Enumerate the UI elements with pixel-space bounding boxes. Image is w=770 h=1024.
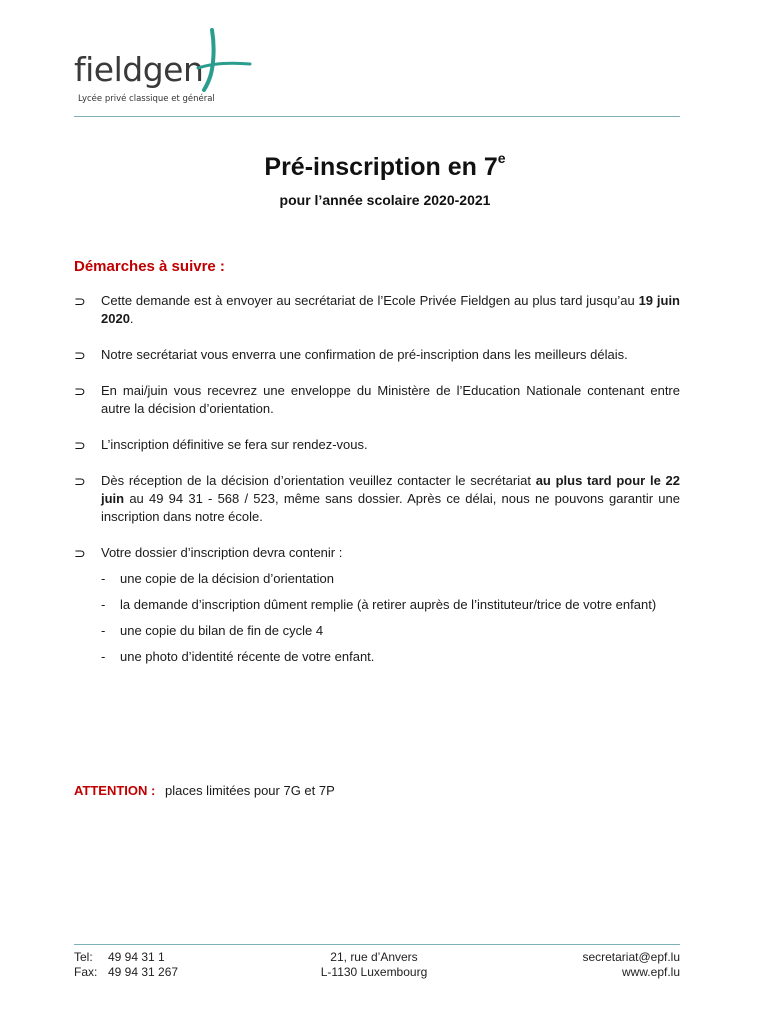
step-text [101,436,680,454]
dossier-list [101,570,680,666]
address-line-2: L-1130 Luxembourg [320,965,428,979]
title-superscript: e [497,150,506,166]
arrow-bullet-icon: ⊃ [74,293,86,309]
title-text: Pré-inscription en 7 [264,153,498,181]
dash-bullet-icon: - [101,597,106,612]
step-item [74,544,680,674]
steps-list [74,292,680,692]
page-title [0,150,770,182]
arrow-bullet-icon: ⊃ [74,437,86,453]
footer-contact [74,950,178,980]
arrow-bullet-icon: ⊃ [74,473,86,489]
step-text [101,544,680,674]
footer-address [274,950,474,980]
dossier-item-text: une copie de la décision d’orientation [120,571,334,586]
tel-label: Tel: [74,950,93,964]
attention-text: places limitées pour 7G et 7P [164,783,335,798]
step-fragment: Notre secrétariat vous enverra une confirmation de pré-inscription dans les meilleurs délais. [101,347,628,362]
footer-web [582,950,680,980]
website-link[interactable]: www.epf.lu [621,965,680,979]
step-fragment: En mai/juin vous recevrez une enveloppe du Ministère de l’Education Nationale contenant entre autre la décision d’orientation. [101,383,680,416]
step-emphasis: 19 juin 2020 [101,293,680,326]
step-item [74,292,680,328]
step-emphasis: au plus tard pour le 22 juin [101,473,680,506]
step-fragment: au 49 94 31 - 568 / 523, même sans dossier. Après ce délai, nous ne pouvons garantir une inscription dans notre école. [101,491,680,524]
tel-number: 49 94 31 1 [108,950,165,964]
footer-divider [74,944,680,945]
attention-label: ATTENTION : [74,783,156,798]
arrow-bullet-icon: ⊃ [74,383,86,399]
dossier-item [101,622,680,640]
step-item [74,472,680,526]
fax-label: Fax: [74,965,98,979]
address-line-1: 21, rue d’Anvers [330,950,418,964]
header-divider [74,116,680,117]
logo-wordmark: fieldgen [74,50,204,89]
dossier-item-text: une photo d’identité récente de votre enfant. [120,649,375,664]
email-link[interactable]: secretariat@epf.lu [582,950,680,964]
arrow-bullet-icon: ⊃ [74,545,86,561]
arrow-bullet-icon: ⊃ [74,347,86,363]
step-fragment: Cette demande est à envoyer au secrétariat de l’Ecole Privée Fieldgen au plus tard jusqu’au [101,293,639,308]
dossier-item [101,570,680,588]
dash-bullet-icon: - [101,623,106,638]
dossier-item-text: une copie du bilan de fin de cycle 4 [120,623,324,638]
step-item [74,382,680,418]
dash-bullet-icon: - [101,649,106,664]
dash-bullet-icon: - [101,571,106,586]
step-item [74,346,680,364]
step-text [101,382,680,418]
dossier-item [101,596,680,614]
section-heading: Démarches à suivre : [74,258,225,275]
step-item [74,436,680,454]
step-text [101,346,680,364]
step-text [101,292,680,328]
school-logo [74,28,254,108]
step-fragment: . [129,311,134,326]
page-subtitle: pour l’année scolaire 2020-2021 [279,192,491,208]
logo-tagline: Lycée privé classique et général [78,94,215,104]
logo-cross-icon [196,28,252,92]
attention-note [74,783,335,798]
step-fragment: Votre dossier d’inscription devra contenir : [101,545,343,560]
step-fragment: L’inscription définitive se fera sur rendez-vous. [101,437,368,452]
step-fragment: Dès réception de la décision d’orientation veuillez contacter le secrétariat [101,473,536,488]
fax-number: 49 94 31 267 [108,965,179,979]
step-text [101,472,680,526]
dossier-item-text: la demande d’inscription dûment remplie (à retirer auprès de l’instituteur/trice de votre enfant) [120,597,657,612]
dossier-item [101,648,680,666]
